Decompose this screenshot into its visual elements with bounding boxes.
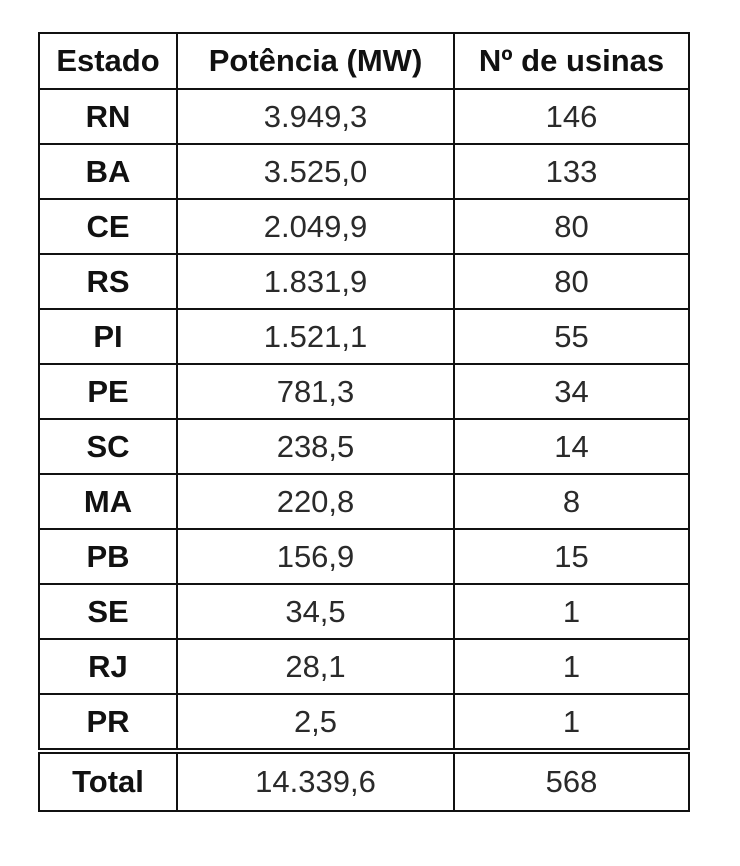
table-row	[39, 474, 689, 529]
table-row	[39, 419, 689, 474]
wind-power-table	[38, 32, 690, 812]
table-row	[39, 89, 689, 144]
cell-estado: CE	[39, 199, 177, 254]
table-body	[39, 89, 689, 751]
cell-potencia: 2,5	[177, 694, 454, 751]
cell-potencia: 3.949,3	[177, 89, 454, 144]
cell-estado: PB	[39, 529, 177, 584]
total-label: Total	[39, 751, 177, 811]
cell-estado: MA	[39, 474, 177, 529]
cell-estado: RN	[39, 89, 177, 144]
cell-usinas: 1	[454, 694, 689, 751]
cell-estado: PR	[39, 694, 177, 751]
cell-usinas: 15	[454, 529, 689, 584]
cell-estado: PE	[39, 364, 177, 419]
wind-power-table-container	[38, 32, 688, 812]
cell-potencia: 238,5	[177, 419, 454, 474]
cell-usinas: 55	[454, 309, 689, 364]
table-row	[39, 309, 689, 364]
cell-usinas: 1	[454, 639, 689, 694]
table-row	[39, 199, 689, 254]
cell-estado: SE	[39, 584, 177, 639]
cell-potencia: 28,1	[177, 639, 454, 694]
total-potencia: 14.339,6	[177, 751, 454, 811]
column-header-potencia: Potência (MW)	[177, 33, 454, 89]
cell-usinas: 133	[454, 144, 689, 199]
total-usinas: 568	[454, 751, 689, 811]
table-row	[39, 364, 689, 419]
total-row	[39, 751, 689, 811]
cell-estado: RJ	[39, 639, 177, 694]
header-row	[39, 33, 689, 89]
cell-potencia: 156,9	[177, 529, 454, 584]
cell-potencia: 34,5	[177, 584, 454, 639]
table-header	[39, 33, 689, 89]
table-footer	[39, 751, 689, 811]
cell-estado: PI	[39, 309, 177, 364]
cell-potencia: 3.525,0	[177, 144, 454, 199]
table-row	[39, 529, 689, 584]
table-row	[39, 254, 689, 309]
cell-estado: SC	[39, 419, 177, 474]
cell-estado: BA	[39, 144, 177, 199]
cell-usinas: 14	[454, 419, 689, 474]
cell-usinas: 1	[454, 584, 689, 639]
table-row	[39, 144, 689, 199]
cell-potencia: 1.831,9	[177, 254, 454, 309]
table-row	[39, 694, 689, 751]
column-header-usinas: Nº de usinas	[454, 33, 689, 89]
cell-potencia: 1.521,1	[177, 309, 454, 364]
cell-potencia: 2.049,9	[177, 199, 454, 254]
cell-usinas: 80	[454, 199, 689, 254]
table-row	[39, 639, 689, 694]
cell-usinas: 8	[454, 474, 689, 529]
cell-usinas: 80	[454, 254, 689, 309]
cell-estado: RS	[39, 254, 177, 309]
cell-potencia: 220,8	[177, 474, 454, 529]
table-row	[39, 584, 689, 639]
cell-usinas: 146	[454, 89, 689, 144]
cell-usinas: 34	[454, 364, 689, 419]
column-header-estado: Estado	[39, 33, 177, 89]
cell-potencia: 781,3	[177, 364, 454, 419]
